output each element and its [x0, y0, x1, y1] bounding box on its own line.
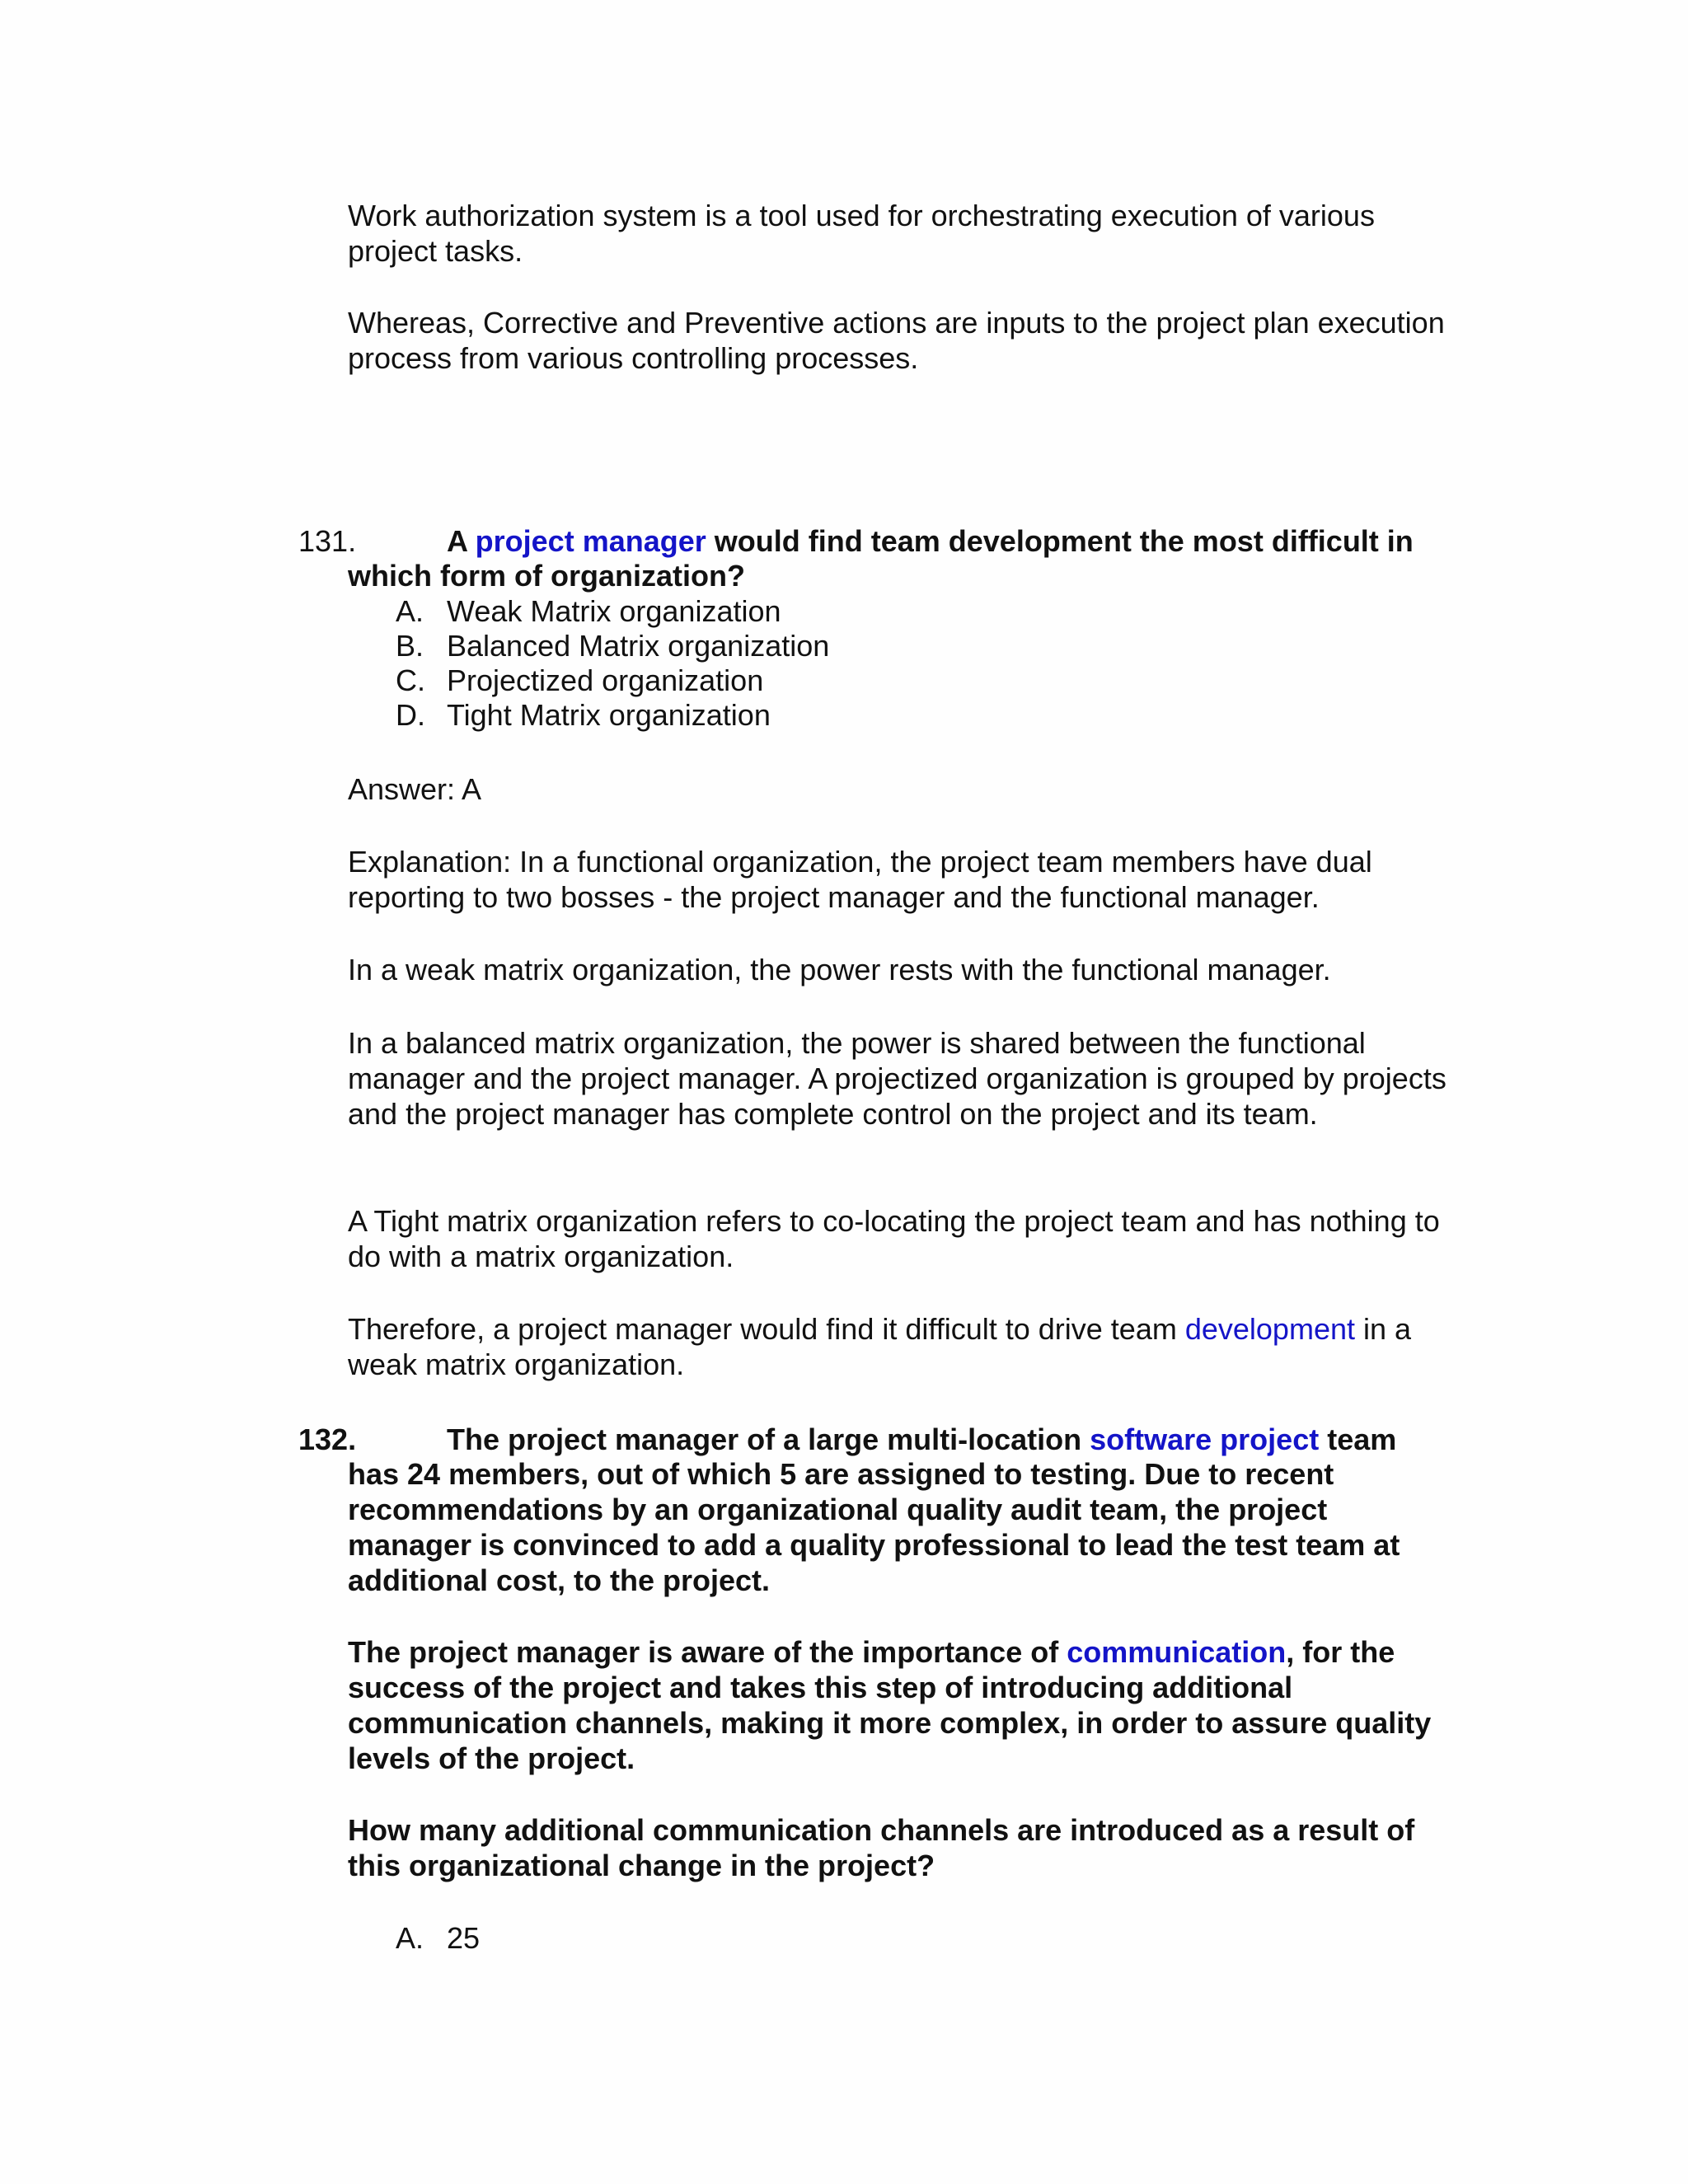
question-131-answer: Answer: A	[348, 772, 482, 806]
question-131-stem-line2: which form of organization?	[348, 559, 745, 593]
communication-link[interactable]: communication	[1067, 1635, 1287, 1669]
development-link[interactable]: development	[1184, 1312, 1355, 1346]
question-131-option-a: A. Weak Matrix organization	[396, 594, 781, 628]
intro-paragraph-1: Work authorization system is a tool used for orchestrating execution of various project tasks.	[348, 199, 1375, 268]
question-131-explanation-4: A Tight matrix organization refers to co-locating the project team and has nothing to do with a matrix organization.	[348, 1204, 1440, 1273]
question-132-paragraph-3: How many additional communication channels are introduced as a result of this organizational change in the project?	[348, 1813, 1415, 1882]
question-131-explanation-2: In a weak matrix organization, the power rests with the functional manager.	[348, 953, 1331, 987]
question-131-number: 131.	[298, 524, 357, 558]
question-131-explanation-1: Explanation: In a functional organization, the project team members have dual reporting to two bosses - the project manager and the functional manager.	[348, 845, 1372, 914]
question-132-paragraph-2: The project manager is aware of the importance of communication, for the success of the project and takes this step of introducing additional communication channels, making it more complex, in order to assure quality levels of the project.	[348, 1635, 1432, 1775]
question-131-explanation-3: In a balanced matrix organization, the power is shared between the functional manager and the project manager. A projectized organization is grouped by projects and the project manager has complete control on the project and its team.	[348, 1026, 1447, 1131]
question-131-option-c: C. Projectized organization	[396, 663, 764, 697]
question-132-paragraph-1: has 24 members, out of which 5 are assigned to testing. Due to recent recommendations by an organizational quality audit team, the project manager is convinced to add a quality professional to lead the test team at additional cost, to the project.	[348, 1457, 1400, 1597]
question-131-option-b: B. Balanced Matrix organization	[396, 629, 830, 663]
question-132-number: 132.	[298, 1422, 357, 1456]
intro-paragraph-2: Whereas, Corrective and Preventive actions are inputs to the project plan execution process from various controlling processes.	[348, 306, 1445, 375]
question-132-option-a: A. 25	[396, 1921, 481, 1955]
question-131-option-d: D. Tight Matrix organization	[396, 698, 771, 732]
software-project-link[interactable]: software project	[1090, 1422, 1320, 1456]
question-131-explanation-5: Therefore, a project manager would find it difficult to drive team development in a weak matrix organization.	[348, 1312, 1412, 1381]
question-131-stem-line1: A project manager would find team development the most difficult in	[447, 524, 1414, 558]
question-132-stem-line1: The project manager of a large multi-location software project team	[447, 1422, 1397, 1456]
project-manager-link[interactable]: project manager	[475, 524, 706, 558]
